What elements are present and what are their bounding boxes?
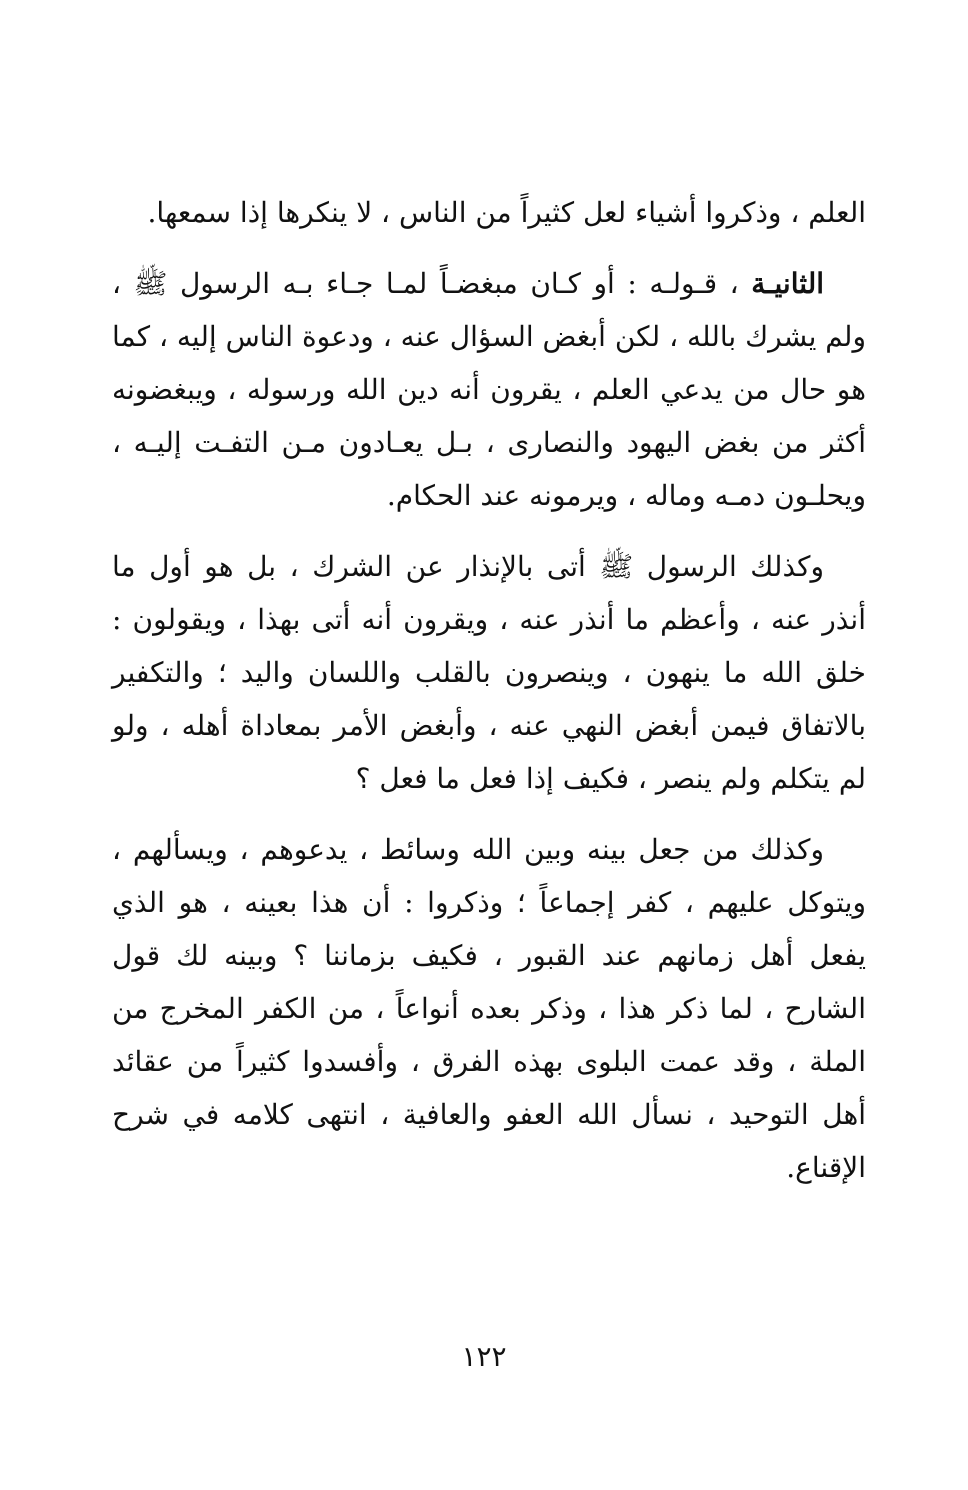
paragraph-2-text: ، قـولـه : أو كـان مبغضـاً لمـا جـاء بـه الرسول ﷺ ، ولم يشرك بالله ، لكن أبغض السؤال عنه ، ودعوة الناس إليه ، كما هو حال من يدعي العلم ، يقرون أنه دين الله ورسوله ، ويبغضونه أكثر من بغض اليهود والنصارى ، بـل يعـادون مـن التفـت إليـه ، ويحلـون دمـه وماله ، ويرمونه عند الحكام.	[112, 267, 866, 512]
paragraph-1-text: العلم ، وذكروا أشياء لعل كثيراً من الناس ، لا ينكرها إذا سمعها.	[147, 196, 866, 229]
paragraph-4	[112, 823, 866, 1194]
paragraph-2-heading: الثانيـة	[751, 267, 824, 300]
paragraph-2	[112, 257, 866, 522]
paragraph-3	[112, 540, 866, 805]
paragraph-3-text: وكذلك الرسول ﷺ أتى بالإنذار عن الشرك ، بل هو أول ما أنذر عنه ، وأعظم ما أنذر عنه ، ويقرون أنه أتى بهذا ، ويقولون : خلق الله ما ينهون ، وينصرون بالقلب واللسان واليد ؛ والتكفير بالاتفاق فيمن أبغض النهي عنه ، وأبغض الأمر بمعاداة أهله ، ولو لم يتكلم ولم ينصر ، فكيف إذا فعل ما فعل ؟	[112, 550, 866, 795]
paragraph-1	[112, 186, 866, 239]
page-number: ١٢٢	[461, 1340, 507, 1373]
page-body	[112, 186, 866, 1194]
paragraph-4-text: وكذلك من جعل بينه وبين الله وسائط ، يدعوهم ، ويسألهم ، ويتوكل عليهم ، كفر إجماعاً ؛ وذكروا : أن هذا بعينه ، هو الذي يفعل أهل زمانهم عند القبور ، فكيف بزماننا ؟ وبينه لك قول الشارح ، لما ذكر هذا ، وذكر بعده أنواعاً ، من الكفر المخرج من الملة ، وقد عمت البلوى بهذه الفرق ، وأفسدوا كثيراً من عقائد أهل التوحيد ، نسأل الله العفو والعافية ، انتهى كلامه في شرح الإقناع.	[112, 833, 866, 1184]
